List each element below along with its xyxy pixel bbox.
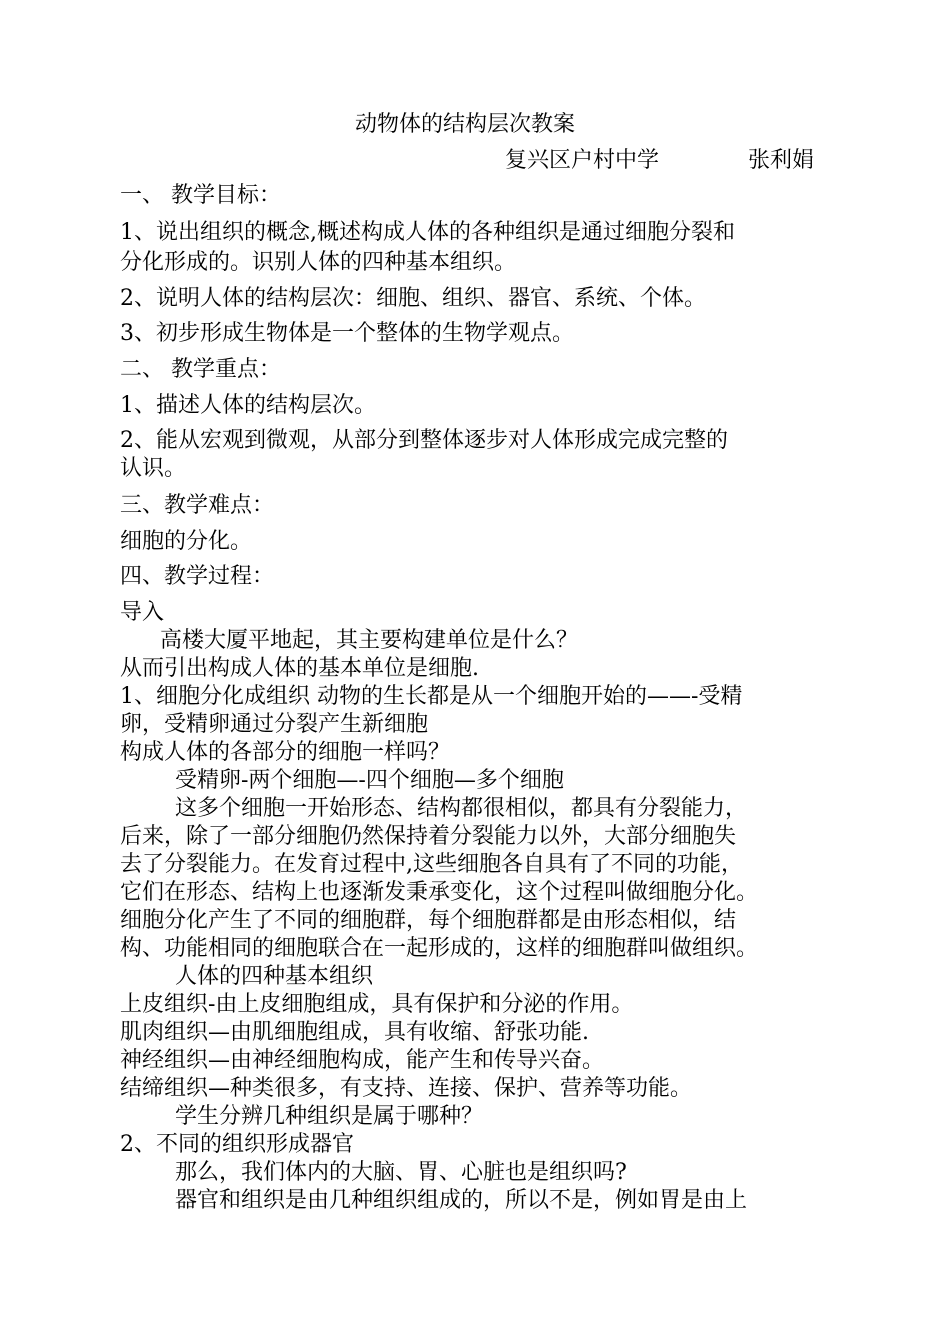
text-line: 认识。	[120, 456, 187, 481]
text-line: 结缔组织—种类很多，有支持、连接、保护、营养等功能。	[120, 1076, 693, 1101]
text-line: 卵，受精卵通过分裂产生新细胞	[120, 712, 429, 737]
text-line: 导入	[120, 600, 165, 625]
section-heading-objectives: 一、 教学目标：	[120, 183, 281, 208]
text-line: 分化形成的。识别人体的四种基本组织。	[120, 250, 517, 275]
text-line: 器官和组织是由几种组织组成的，所以不是，例如胃是由上	[175, 1188, 748, 1213]
text-line: 去了分裂能力。在发育过程中,这些细胞各自具有了不同的功能，	[120, 852, 743, 877]
text-line: 构、功能相同的细胞联合在一起形成的，这样的细胞群叫做组织。	[120, 936, 759, 961]
text-line: 细胞分化产生了不同的细胞群，每个细胞群都是由形态相似，结	[120, 908, 737, 933]
text-line: 那么，我们体内的大脑、胃、心脏也是组织吗?	[175, 1160, 627, 1185]
text-line: 后来，除了一部分细胞仍然保持着分裂能力以外，大部分细胞失	[120, 824, 737, 849]
text-line: 1、描述人体的结构层次。	[120, 393, 376, 418]
text-line: 2、不同的组织形成器官	[120, 1132, 354, 1157]
text-line: 上皮组织-由上皮细胞组成，具有保护和分泌的作用。	[120, 992, 634, 1017]
text-line: 这多个细胞一开始形态、结构都很相似，都具有分裂能力，	[175, 796, 748, 821]
text-line: 受精卵-两个细胞—-四个细胞—多个细胞	[175, 768, 564, 793]
text-line: 高楼大厦平地起，其主要构建单位是什么？	[160, 628, 579, 653]
text-line: 肌肉组织—由肌细胞组成，具有收缩、舒张功能.	[120, 1020, 589, 1045]
text-line: 它们在形态、结构上也逐渐发秉承变化，这个过程叫做细胞分化。	[120, 880, 759, 905]
text-line: 学生分辨几种组织是属于哪种？	[175, 1104, 484, 1129]
section-heading-difficulties: 三、教学难点：	[120, 493, 275, 518]
text-line: 从而引出构成人体的基本单位是细胞.	[120, 656, 479, 681]
text-line: 细胞的分化。	[120, 529, 253, 554]
section-heading-process: 四、教学过程：	[120, 564, 275, 589]
text-line: 1、说出组织的概念,概述构成人体的各种组织是通过细胞分裂和	[120, 220, 735, 245]
author-name: 张利娟	[748, 148, 815, 173]
text-line: 神经组织—由神经细胞构成，能产生和传导兴奋。	[120, 1048, 605, 1073]
text-line: 1、细胞分化成组织 动物的生长都是从一个细胞开始的——-受精	[120, 684, 743, 709]
text-line: 人体的四种基本组织	[175, 964, 374, 989]
text-line: 3、初步形成生物体是一个整体的生物学观点。	[120, 321, 574, 346]
text-line: 2、说明人体的结构层次：细胞、组织、器官、系统、个体。	[120, 286, 706, 311]
text-line: 构成人体的各部分的细胞一样吗？	[120, 740, 451, 765]
school-name: 复兴区户村中学	[505, 148, 660, 173]
document-title: 动物体的结构层次教案	[355, 112, 576, 137]
section-heading-keypoints: 二、 教学重点：	[120, 357, 281, 382]
text-line: 2、能从宏观到微观，从部分到整体逐步对人体形成完成完整的	[120, 428, 728, 453]
